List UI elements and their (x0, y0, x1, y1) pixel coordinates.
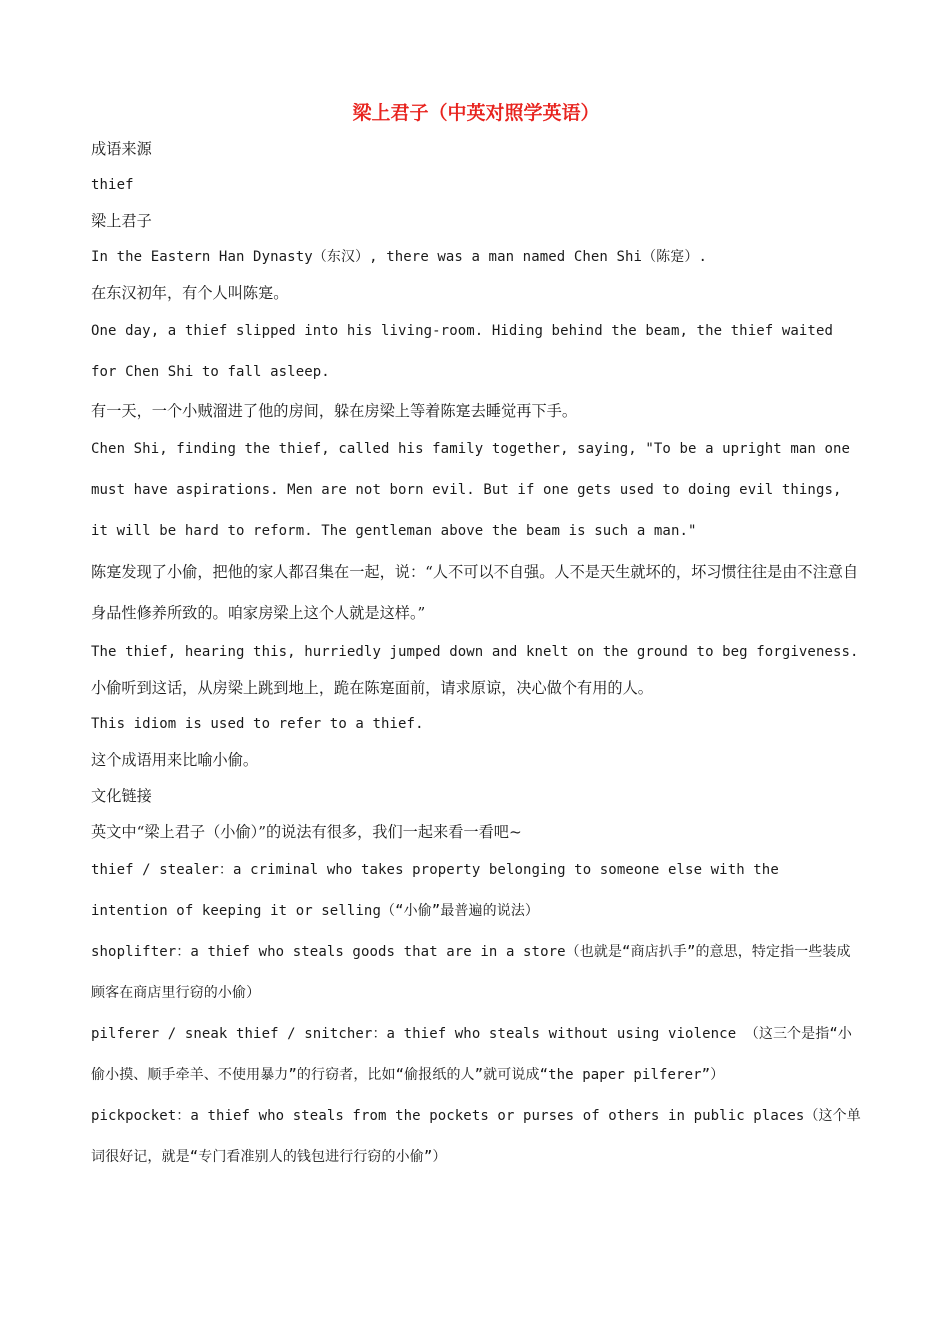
paragraph-idiom: 梁上君子 (91, 212, 152, 230)
paragraph-definition: pilferer / sneak thief / snitcher：a thief who steals without using violence （这三个是指“小偷小摸、顺手牵羊、不使用暴力”的行窃者，比如“偷报纸的人”就可说成“the paper pilferer”） (91, 1026, 852, 1083)
paragraph-english: Chen Shi, finding the thief, called his family together, saying, "To be a upright man one must have aspirations. Men are not born evil. But if one gets used to doing evil things, it will be hard to reform. The gentleman above the beam is such a man." (91, 441, 851, 539)
paragraph-chinese: 小偷听到这话，从房梁上跳到地上，跪在陈寔面前，请求原谅，决心做个有用的人。 (91, 679, 653, 697)
paragraph-chinese: 在东汉初年，有个人叫陈寔。 (91, 284, 289, 302)
paragraph-chinese: 英文中“梁上君子（小偷）”的说法有很多，我们一起来看一看吧~ (91, 823, 522, 841)
section-heading-culture: 文化链接 (91, 787, 152, 805)
paragraph-chinese: 这个成语用来比喻小偷。 (91, 751, 259, 769)
document-page (91, 96, 861, 1178)
paragraph-english: One day, a thief slipped into his living-room. Hiding behind the beam, the thief waited for Chen Shi to fall asleep. (91, 323, 833, 380)
paragraph-definition: shoplifter：a thief who steals goods that are in a store（也就是“商店扒手”的意思，特定指一些装成顾客在商店里行窃的小偷） (91, 944, 851, 1001)
paragraph-english: The thief, hearing this, hurriedly jumped down and knelt on the ground to beg forgiveness. (91, 644, 859, 660)
paragraph-english: This idiom is used to refer to a thief. (91, 716, 424, 732)
section-heading-origin: 成语来源 (91, 140, 152, 158)
paragraph-definition: pickpocket：a thief who steals from the pockets or purses of others in public places（这个单词很好记，就是“专门看准别人的钱包进行行窃的小偷”） (91, 1108, 861, 1165)
paragraph-english: In the Eastern Han Dynasty（东汉）, there was a man named Chen Shi（陈寔）. (91, 249, 707, 265)
paragraph-chinese: 陈寔发现了小偷，把他的家人都召集在一起，说：“人不可以不自强。人不是天生就坏的，坏习惯往往是由不注意自身品性修养所致的。咱家房梁上这个人就是这样。” (91, 563, 859, 622)
paragraph-english-word: thief (91, 177, 134, 193)
document-title: 梁上君子（中英对照学英语） (352, 102, 600, 124)
paragraph-chinese: 有一天，一个小贼溜进了他的房间，躲在房梁上等着陈寔去睡觉再下手。 (91, 402, 577, 420)
paragraph-definition: thief / stealer：a criminal who takes property belonging to someone else with the intention of keeping it or selling（“小偷”最普遍的说法） (91, 862, 779, 919)
